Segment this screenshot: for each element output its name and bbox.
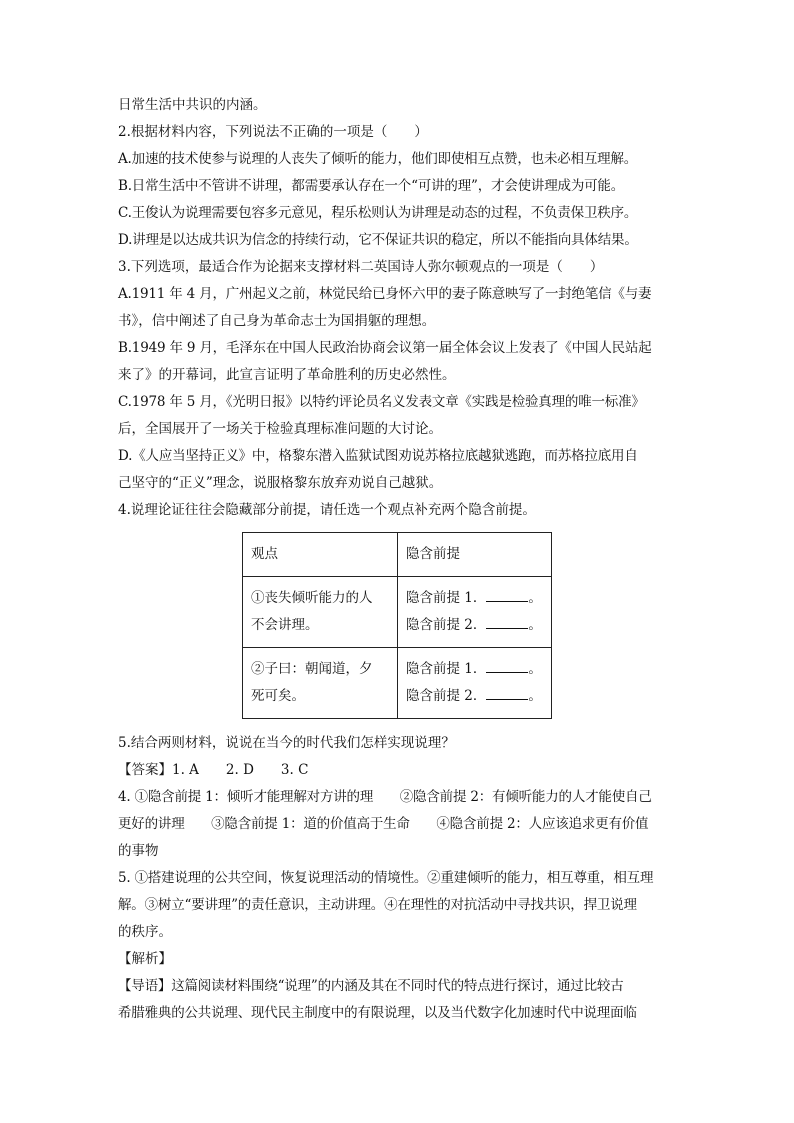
view-line: ②子曰：朝闻道，夕: [251, 661, 373, 677]
intro-line1: 【导语】这篇阅读材料围绕“说理”的内涵及其在不同时代的特点进行探讨，通过比较古: [118, 978, 624, 994]
option-2c: C.王俊认为说理需要包容多元意见，程乐松则认为讲理是动态的过程，不负责保卫秩序。: [118, 205, 638, 221]
table-header-row: [243, 533, 552, 577]
view-line: 不会讲理。: [251, 617, 319, 633]
answer-key: 【答案】1. A 2. D 3. C: [118, 762, 309, 778]
option-2d: D.讲理是以达成共识为信念的持续行动，它不保证共识的稳定，所以不能指向具体结果。: [118, 232, 638, 248]
option-3b-line2: 来了》的开幕词，此宣言证明了革命胜利的历史必然性。: [118, 367, 456, 383]
view-cell: [243, 577, 398, 648]
premise-cell: [398, 648, 552, 719]
text-line: 日常生活中共识的内涵。: [118, 97, 267, 113]
answer-5-line1: 5. ①搭建说理的公共空间，恢复说理活动的情境性。②重建倾听的能力，相互尊重，相互理: [118, 870, 654, 886]
premise-table: [242, 532, 552, 719]
intro-line2: 希腊雅典的公共说理、现代民主制度中的有限说理，以及当代数字化加速时代中说理面临: [118, 1005, 637, 1021]
option-3d-line2: 己坚守的“正义”理念，说服格黎东放弃劝说自己越狱。: [118, 475, 443, 491]
premise-line: 隐含前提 2． 。: [406, 683, 543, 710]
option-3b-line1: B.1949 年 9 月，毛泽东在中国人民政治协商会议第一届全体会议上发表了《中国人民站起: [118, 340, 652, 356]
answer-blank[interactable]: [486, 614, 528, 629]
option-3a-line2: 书》，信中阐述了自己身为革命志士为国捐躯的理想。: [118, 313, 436, 329]
answer-4-line1: 4. ①隐含前提 1：倾听才能理解对方讲的理 ②隐含前提 2：有倾听能力的人才能使自己: [118, 789, 652, 805]
header-view: 观点: [243, 533, 398, 577]
answer-block: [118, 730, 678, 1027]
analysis-heading: 【解析】: [118, 951, 172, 967]
question-2: 2.根据材料内容，下列说法不正确的一项是（ ）: [118, 124, 428, 140]
answer-blank[interactable]: [486, 685, 528, 700]
answer-blank[interactable]: [486, 658, 528, 673]
question-block-top: [118, 92, 678, 524]
answer-5-line2: 解。③树立“要讲理”的责任意识，主动讲理。④在理性的对抗活动中寻找共识，捍卫说理: [118, 897, 637, 913]
question-3: 3.下列选项，最适合作为论据来支撑材料二英国诗人弥尔顿观点的一项是（ ）: [118, 259, 604, 275]
premise-line: 隐含前提 1． 。: [406, 656, 543, 683]
premise-line: 隐含前提 2． 。: [406, 612, 543, 639]
option-2a: A.加速的技术使参与说理的人丧失了倾听的能力，他们即使相互点赞，也未必相互理解。: [118, 151, 638, 167]
question-5: 5.结合两则材料，说说在当今的时代我们怎样实现说理？: [118, 735, 455, 751]
option-3c-line2: 后，全国展开了一场关于检验真理标准问题的大讨论。: [118, 421, 442, 437]
option-3c-line1: C.1978 年 5 月，《光明日报》以特约评论员名义发表文章《实践是检验真理的唯一标准》: [118, 394, 645, 410]
answer-5-line3: 的秩序。: [118, 924, 172, 940]
view-line: 死可矣。: [251, 688, 305, 704]
option-2b: B.日常生活中不管讲不讲理，都需要承认存在一个“可讲的理”，才会使讲理成为可能。: [118, 178, 625, 194]
table-row: [243, 648, 552, 719]
option-3d-line1: D.《人应当坚持正义》中，格黎东潜入监狱试图劝说苏格拉底越狱逃跑，而苏格拉底用自: [118, 448, 638, 464]
answer-blank[interactable]: [486, 587, 528, 602]
header-premise: 隐含前提: [398, 533, 552, 577]
option-3a-line1: A.1911 年 4 月，广州起义之前，林觉民给已身怀六甲的妻子陈意映写了一封绝笔信《与妻: [118, 286, 652, 302]
answer-4-line3: 的事物: [118, 843, 159, 859]
view-line: ①丧失倾听能力的人: [251, 590, 373, 606]
table-row: [243, 577, 552, 648]
question-4: 4.说理论证往往会隐藏部分前提，请任选一个观点补充两个隐含前提。: [118, 502, 536, 518]
view-cell: [243, 648, 398, 719]
premise-cell: [398, 577, 552, 648]
answer-4-line2: 更好的讲理 ③隐含前提 1：道的价值高于生命 ④隐含前提 2：人应该追求更有价值: [118, 816, 649, 832]
premise-line: 隐含前提 1． 。: [406, 585, 543, 612]
